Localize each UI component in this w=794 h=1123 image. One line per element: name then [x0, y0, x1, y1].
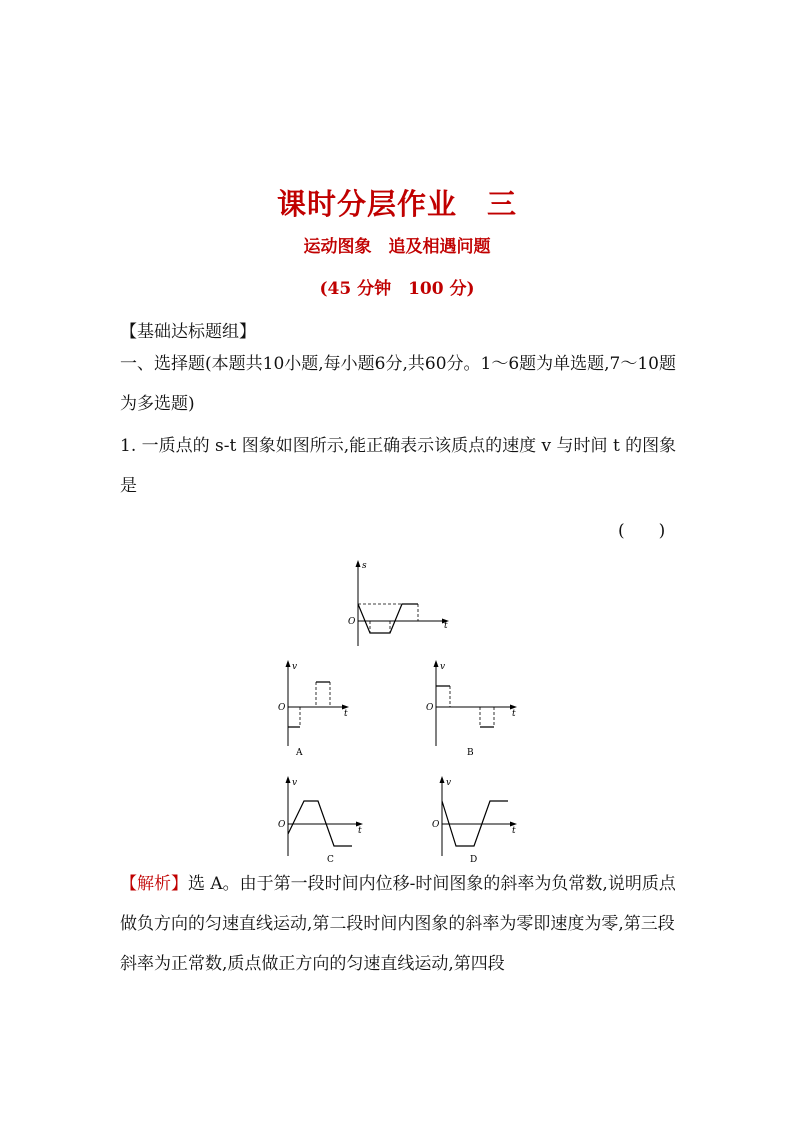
page-title: 课时分层作业 三 — [276, 187, 517, 221]
svg-text:O: O — [278, 703, 286, 713]
analysis-text: 选 A。由于第一段时间内位移-时间图象的斜率为负常数,说明质点做负方向的匀速直线运动,第二段时间内图象的斜率为零即速度为零,第三段斜率为正常数,质点做正方向的匀速直线运动,第四段 — [120, 874, 676, 974]
svg-text:O: O — [278, 820, 286, 830]
t-axis-label: t — [444, 621, 448, 631]
svg-text:t: t — [512, 826, 516, 836]
question-1-stem: 1. 一质点的 s-t 图象如图所示,能正确表示该质点的速度 v 与时间 t 的图象是 — [120, 436, 677, 496]
analysis-tag: 【解析】 — [120, 874, 188, 894]
question-1-figure — [274, 556, 534, 868]
section-heading: 【基础达标题组】 — [120, 322, 256, 342]
origin-label: O — [348, 617, 356, 627]
option-c-label: C — [327, 855, 334, 865]
option-a-label: A — [296, 748, 303, 758]
svg-text:v: v — [292, 778, 298, 788]
svg-text:t: t — [358, 826, 362, 836]
time-score-info: (45 分钟 100 分) — [319, 279, 475, 299]
s-axis-label: s — [362, 561, 367, 571]
option-a-graph — [278, 660, 349, 758]
page-subtitle: 运动图象 追及相遇问题 — [303, 237, 491, 257]
svg-text:v: v — [446, 778, 452, 788]
svg-text:t: t — [344, 709, 348, 719]
option-c-graph — [278, 776, 363, 865]
svg-text:O: O — [426, 703, 434, 713]
problem-type-instructions: 一、选择题(本题共10小题,每小题6分,共60分。1～6题为单选题,7～10题为多选题) — [120, 354, 677, 414]
s-t-graph — [348, 560, 449, 646]
option-d-label: D — [470, 855, 478, 865]
option-b-graph — [426, 660, 517, 758]
svg-text:v: v — [292, 662, 298, 672]
svg-text:v: v — [440, 662, 446, 672]
option-b-label: B — [467, 748, 474, 758]
svg-text:O: O — [432, 820, 440, 830]
analysis-paragraph — [120, 864, 680, 984]
option-d-graph — [432, 776, 517, 865]
answer-bracket: ( ) — [618, 521, 666, 541]
svg-text:t: t — [512, 709, 516, 719]
